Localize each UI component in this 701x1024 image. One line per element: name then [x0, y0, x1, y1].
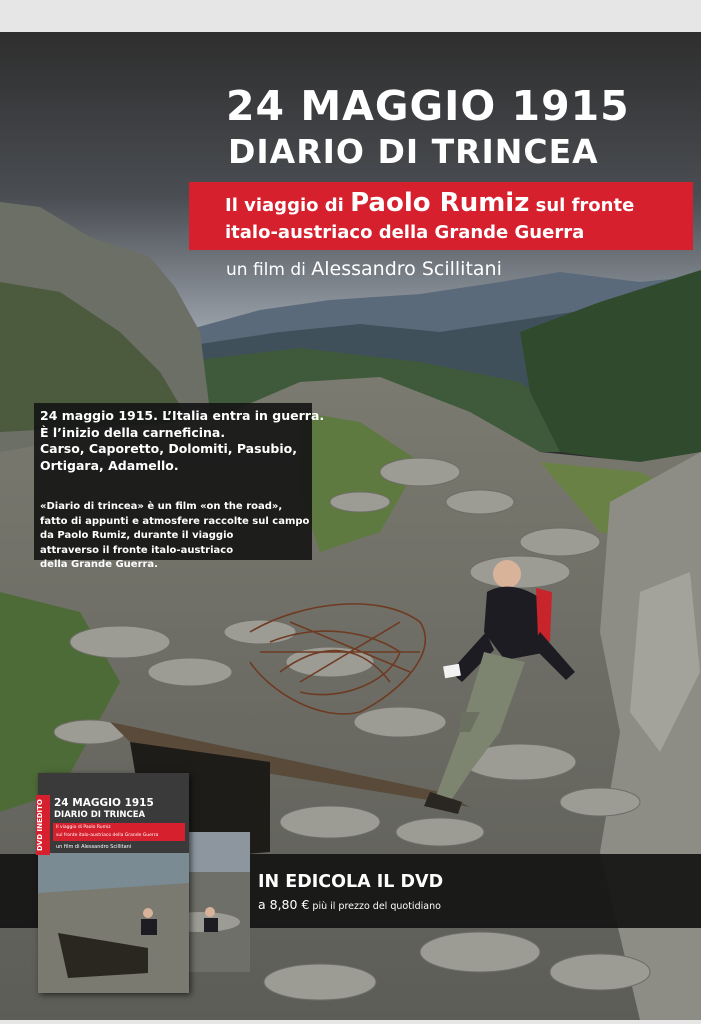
tagline-name: Paolo Rumiz — [350, 188, 530, 218]
synopsis-body — [40, 500, 309, 573]
tagline-banner — [189, 182, 693, 250]
tagline-post: sul fronte — [529, 195, 635, 216]
lead-line: Ortigara, Adamello. — [40, 457, 179, 473]
lead-line: Carso, Caporetto, Dolomiti, Pasubio, — [40, 441, 298, 456]
director-name: Alessandro Scillitani — [311, 258, 502, 280]
body-line: «Diario di trincea» è un film «on the road», — [40, 501, 283, 512]
price-note: più il prezzo del quotidiano — [309, 901, 441, 912]
director-pre: un film di — [226, 260, 312, 280]
cover-banner-line2: sul fronte italo-austriaco della Grande Guerra — [56, 832, 159, 838]
poster-title: 24 MAGGIO 1915 — [226, 82, 630, 130]
body-line: fatto di appunti e atmosfere raccolte sul campo — [40, 515, 310, 527]
synopsis-box — [34, 403, 325, 570]
lead-line: È l’inizio della carneficina. — [40, 424, 226, 440]
tagline-line2: italo-austriaco della Grande Guerra — [225, 222, 585, 243]
cover-director: un film di Alessandro Scillitani — [56, 844, 132, 850]
director-credit — [226, 258, 502, 280]
cover-banner-line1: Il viaggio di Paolo Rumiz — [56, 825, 111, 830]
cover-subtitle: DIARIO DI TRINCEA — [54, 810, 146, 820]
dvd-badge: DVD INEDITO — [36, 795, 50, 855]
poster-subtitle: DIARIO DI TRINCEA — [228, 132, 599, 171]
lead-line: 24 maggio 1915. L’Italia entra in guerra. — [40, 408, 325, 423]
body-line: da Paolo Rumiz, durante il viaggio — [40, 530, 234, 541]
body-line: attraverso il fronte italo-austriaco — [40, 544, 234, 556]
dvd-price — [258, 897, 441, 912]
poster — [0, 32, 701, 1020]
dvd-cover-image — [38, 773, 189, 993]
cover-banner — [53, 823, 185, 841]
tagline-line1 — [225, 188, 634, 218]
cover-title: 24 MAGGIO 1915 — [54, 797, 154, 809]
synopsis-lead — [40, 408, 324, 474]
tagline-pre: Il viaggio di — [225, 195, 351, 216]
dvd-headline: IN EDICOLA IL DVD — [258, 872, 444, 892]
body-line: della Grande Guerra. — [40, 559, 158, 570]
price-value: a 8,80 € — [258, 897, 310, 912]
